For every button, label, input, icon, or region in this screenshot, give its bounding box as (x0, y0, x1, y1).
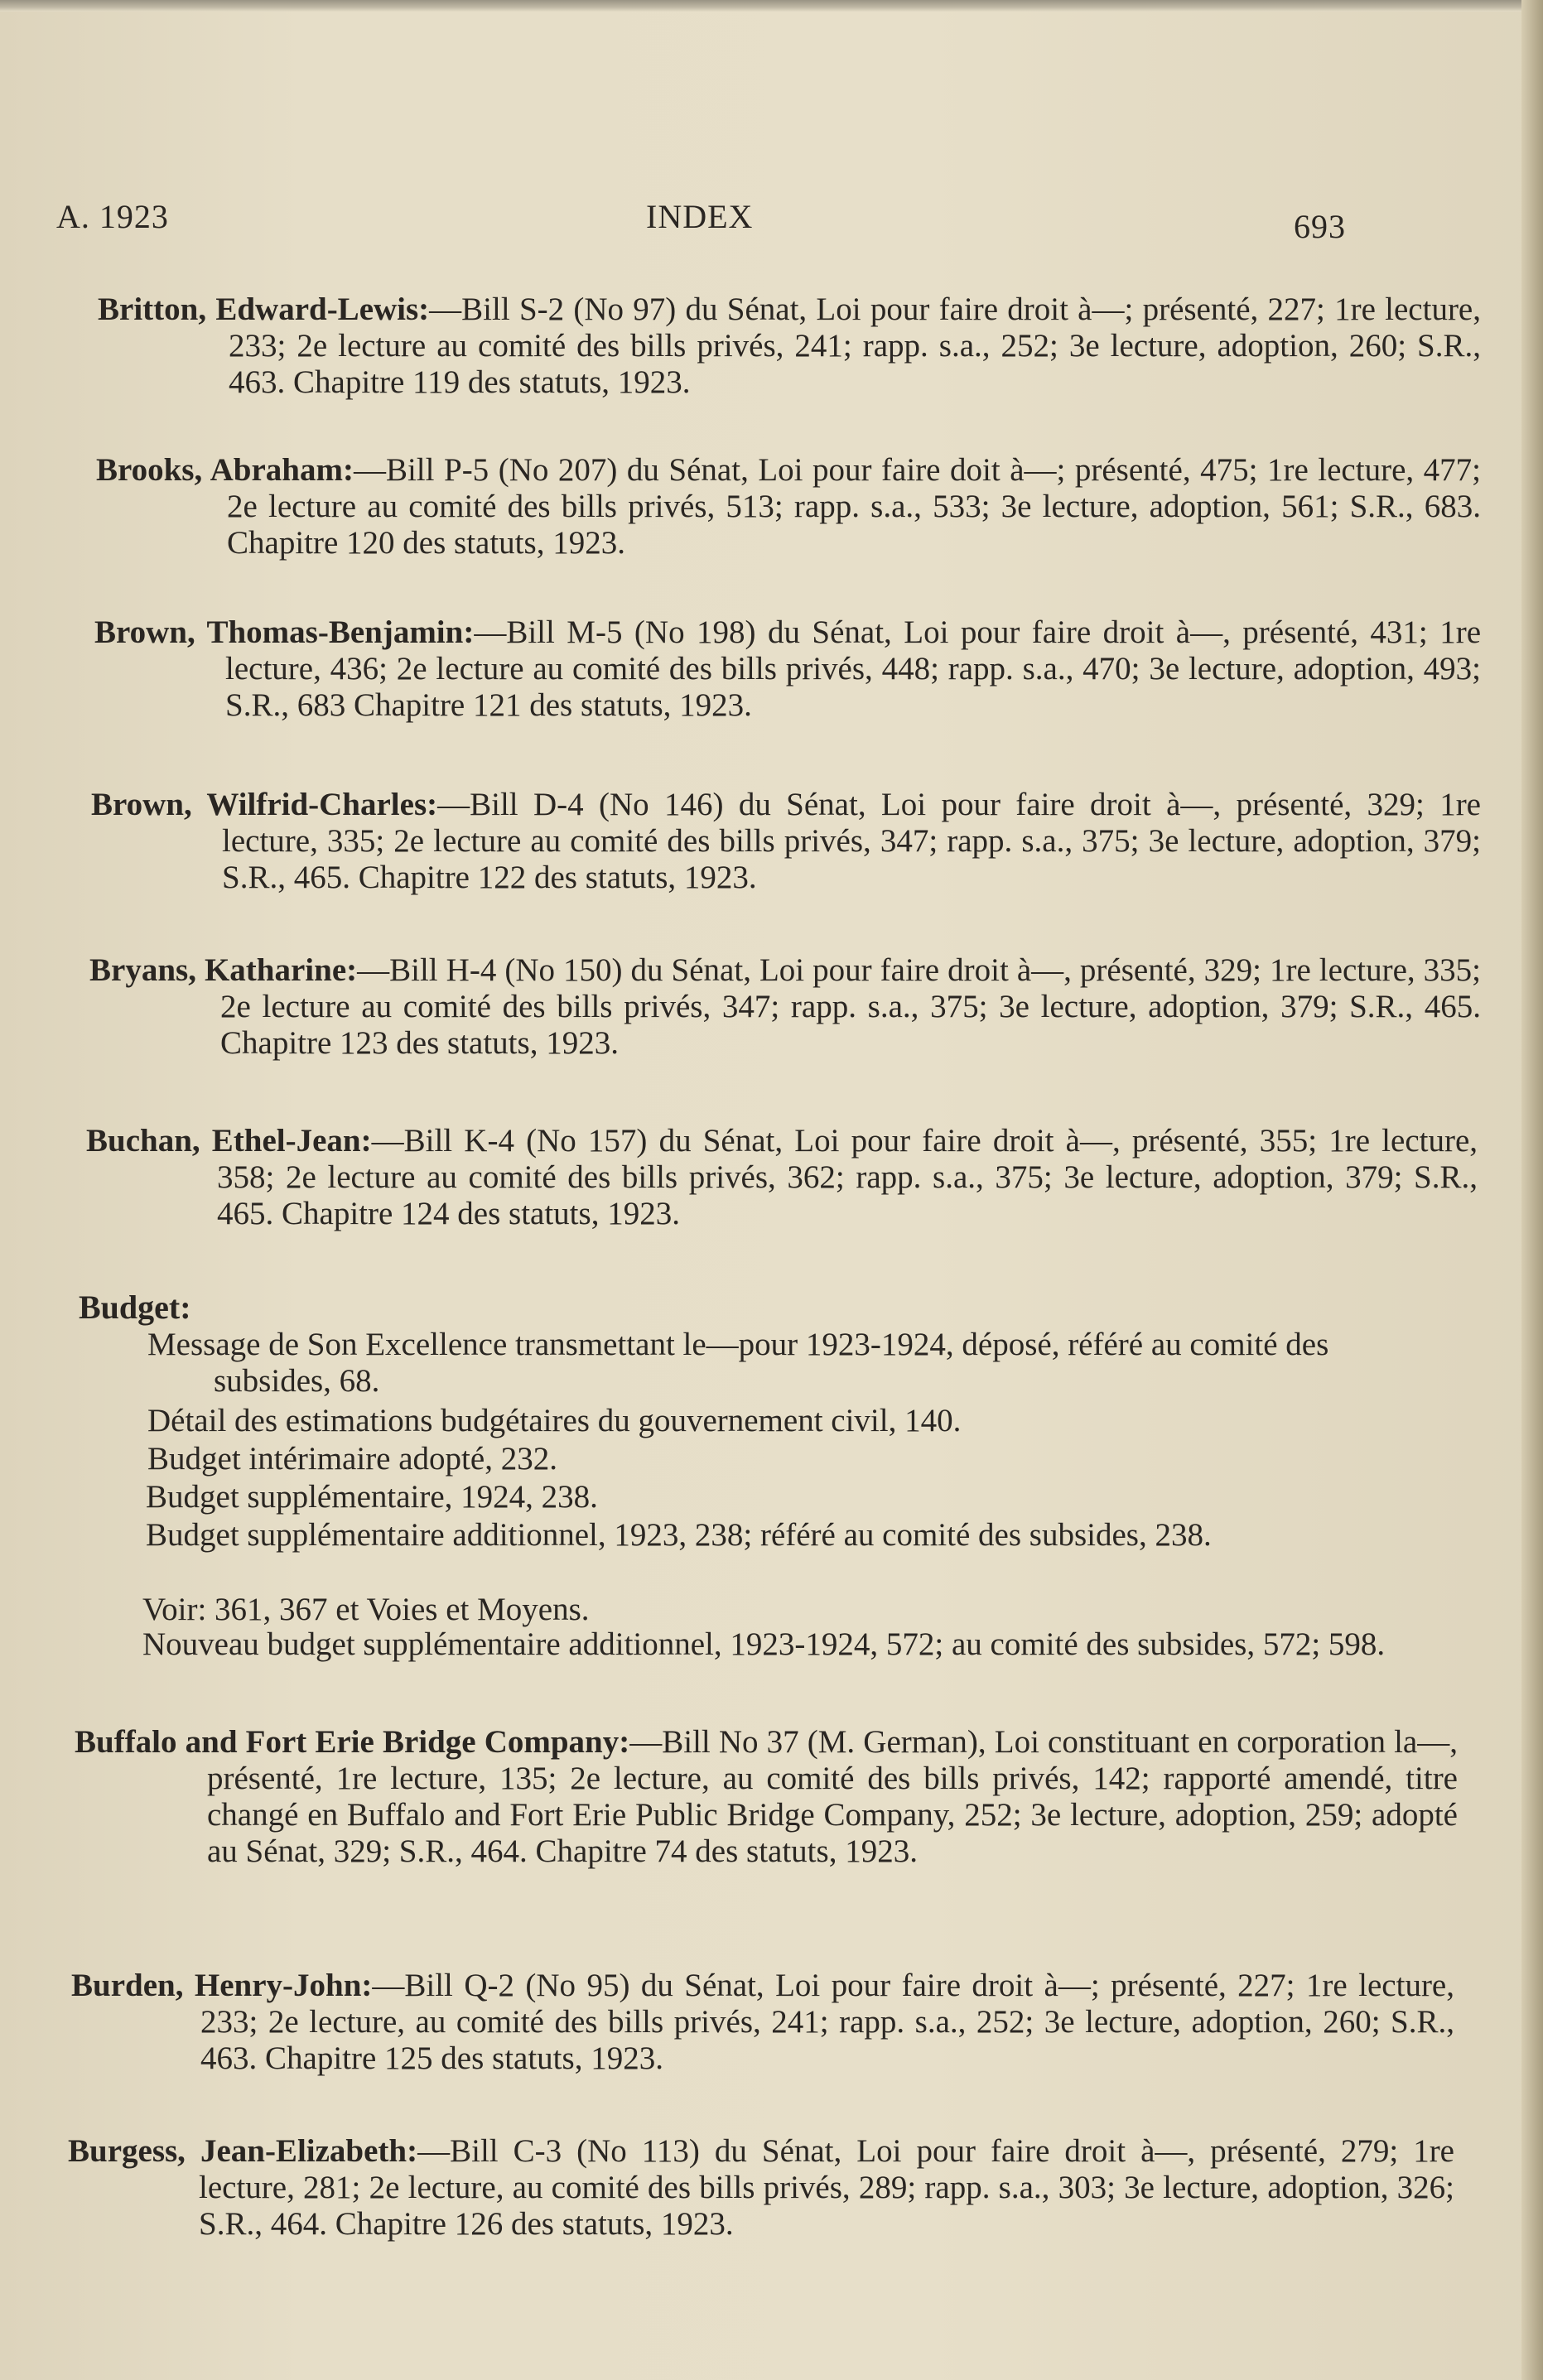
budget-item: Message de Son Excellence transmettant le—pour 1923-1924, déposé, référé au comité des subsides, 68. (147, 1327, 1329, 1399)
page-top-edge (0, 0, 1543, 12)
budget-item: Nouveau budget supplémentaire additionnel, 1923-1924, 572; au comité des subsides, 572; 598. (142, 1626, 1386, 1662)
budget-heading: Budget: (79, 1289, 191, 1326)
entry-name: Britton, Edward-Lewis: (98, 291, 430, 327)
entry-text: —Bill P-5 (No 207) du Sénat, Loi pour faire doit à—; présenté, 475; 1re lecture, 477; 2e lecture au comité des bills privés, 513; rapp. s.a., 533; 3e lecture, adoption, 561; S.R., 683. Chapitre 120 des statuts, 1923. (227, 452, 1481, 561)
entry-name: Bryans, Katharine: (89, 952, 358, 988)
header-year: A. 1923 (56, 198, 169, 235)
budget-item: Budget supplémentaire additionnel, 1923, 238; référé au comité des subsides, 238. (146, 1517, 1212, 1553)
entry-text: —Bill M-5 (No 198) du Sénat, Loi pour faire droit à—, présenté, 431; 1re lecture, 436; 2e lecture au comité des bills privés, 448; rapp. s.a., 470; 3e lecture, adoption, 493; S.R., 683 Chapitre 121 des statuts, 1923. (225, 614, 1482, 723)
page-right-edge (1521, 0, 1543, 2380)
budget-item: Budget supplémentaire, 1924, 238. (146, 1479, 598, 1515)
index-entry (89, 952, 1481, 1062)
entry-name: Brown, Wilfrid-Charles: (91, 787, 438, 822)
entry-name: Buchan, Ethel-Jean: (86, 1123, 372, 1159)
entry-text: —Bill H-4 (No 150) du Sénat, Loi pour faire droit à—, présenté, 329; 1re lecture, 335; 2e lecture au comité des bills privés, 347; rapp. s.a., 375; 3e lecture, adoption, 379; S.R., 465. Chapitre 123 des statuts, 1923. (220, 952, 1481, 1061)
entry-name: Burden, Henry-John: (71, 1968, 373, 2003)
entry-name: Buffalo and Fort Erie Bridge Company: (75, 1724, 630, 1760)
index-entry (86, 1123, 1478, 1232)
budget-item: Voir: 361, 367 et Voies et Moyens. (142, 1592, 590, 1627)
running-header (0, 192, 1543, 245)
entry-name: Brown, Thomas-Benjamin: (94, 614, 475, 650)
entry-text: —Bill S-2 (No 97) du Sénat, Loi pour faire droit à—; présenté, 227; 1re lecture, 233; 2e lecture au comité des bills privés, 241; rapp. s.a., 252; 3e lecture, adoption, 260; S.R., 463. Chapitre 119 des statuts, 1923. (229, 291, 1481, 400)
entry-name: Burgess, Jean-Elizabeth: (68, 2133, 418, 2169)
budget-item: Budget intérimaire adopté, 232. (147, 1441, 557, 1477)
index-entry (91, 787, 1481, 896)
index-entry (96, 452, 1481, 561)
index-entry (68, 2133, 1454, 2243)
index-entry (75, 1724, 1458, 1870)
entry-name: Brooks, Abraham: (96, 452, 354, 488)
index-entry (94, 614, 1481, 724)
page-number: 693 (1294, 208, 1346, 245)
entry-text: —Bill Q-2 (No 95) du Sénat, Loi pour faire droit à—; présenté, 227; 1re lecture, 233; 2e lecture, au comité des bills privés, 241; rapp. s.a., 252; 3e lecture, adoption, 260; S.R., 463. Chapitre 125 des statuts, 1923. (200, 1968, 1454, 2076)
header-title: INDEX (646, 198, 754, 235)
entry-text: —Bill K-4 (No 157) du Sénat, Loi pour faire droit à—, présenté, 355; 1re lecture, 358; 2e lecture au comité des bills privés, 362; rapp. s.a., 375; 3e lecture, adoption, 379; S.R., 465. Chapitre 124 des statuts, 1923. (217, 1123, 1478, 1231)
index-entry (71, 1968, 1454, 2077)
index-entry (98, 291, 1481, 401)
entry-text: —Bill C-3 (No 113) du Sénat, Loi pour faire droit à—, présenté, 279; 1re lecture, 281; 2e lecture, au comité des bills privés, 289; rapp. s.a., 303; 3e lecture, adoption, 326; S.R., 464. Chapitre 126 des statuts, 1923. (199, 2133, 1454, 2242)
entry-text: —Bill D-4 (No 146) du Sénat, Loi pour faire droit à—, présenté, 329; 1re lecture, 335; 2e lecture au comité des bills privés, 347; rapp. s.a., 375; 3e lecture, adoption, 379; S.R., 465. Chapitre 122 des statuts, 1923. (222, 787, 1481, 895)
entry-text: —Bill No 37 (M. German), Loi constituant en corporation la—, présenté, 1re lecture, 135; 2e lecture, au comité des bills privés, 142; rapporté amendé, titre changé en Buffalo and Fort Erie Public Bridge Company, 252; 3e lecture, adoption, 259; adopté au Sénat, 329; S.R., 464. Chapitre 74 des statuts, 1923. (207, 1724, 1458, 1869)
budget-item: Détail des estimations budgétaires du gouvernement civil, 140. (147, 1403, 962, 1438)
